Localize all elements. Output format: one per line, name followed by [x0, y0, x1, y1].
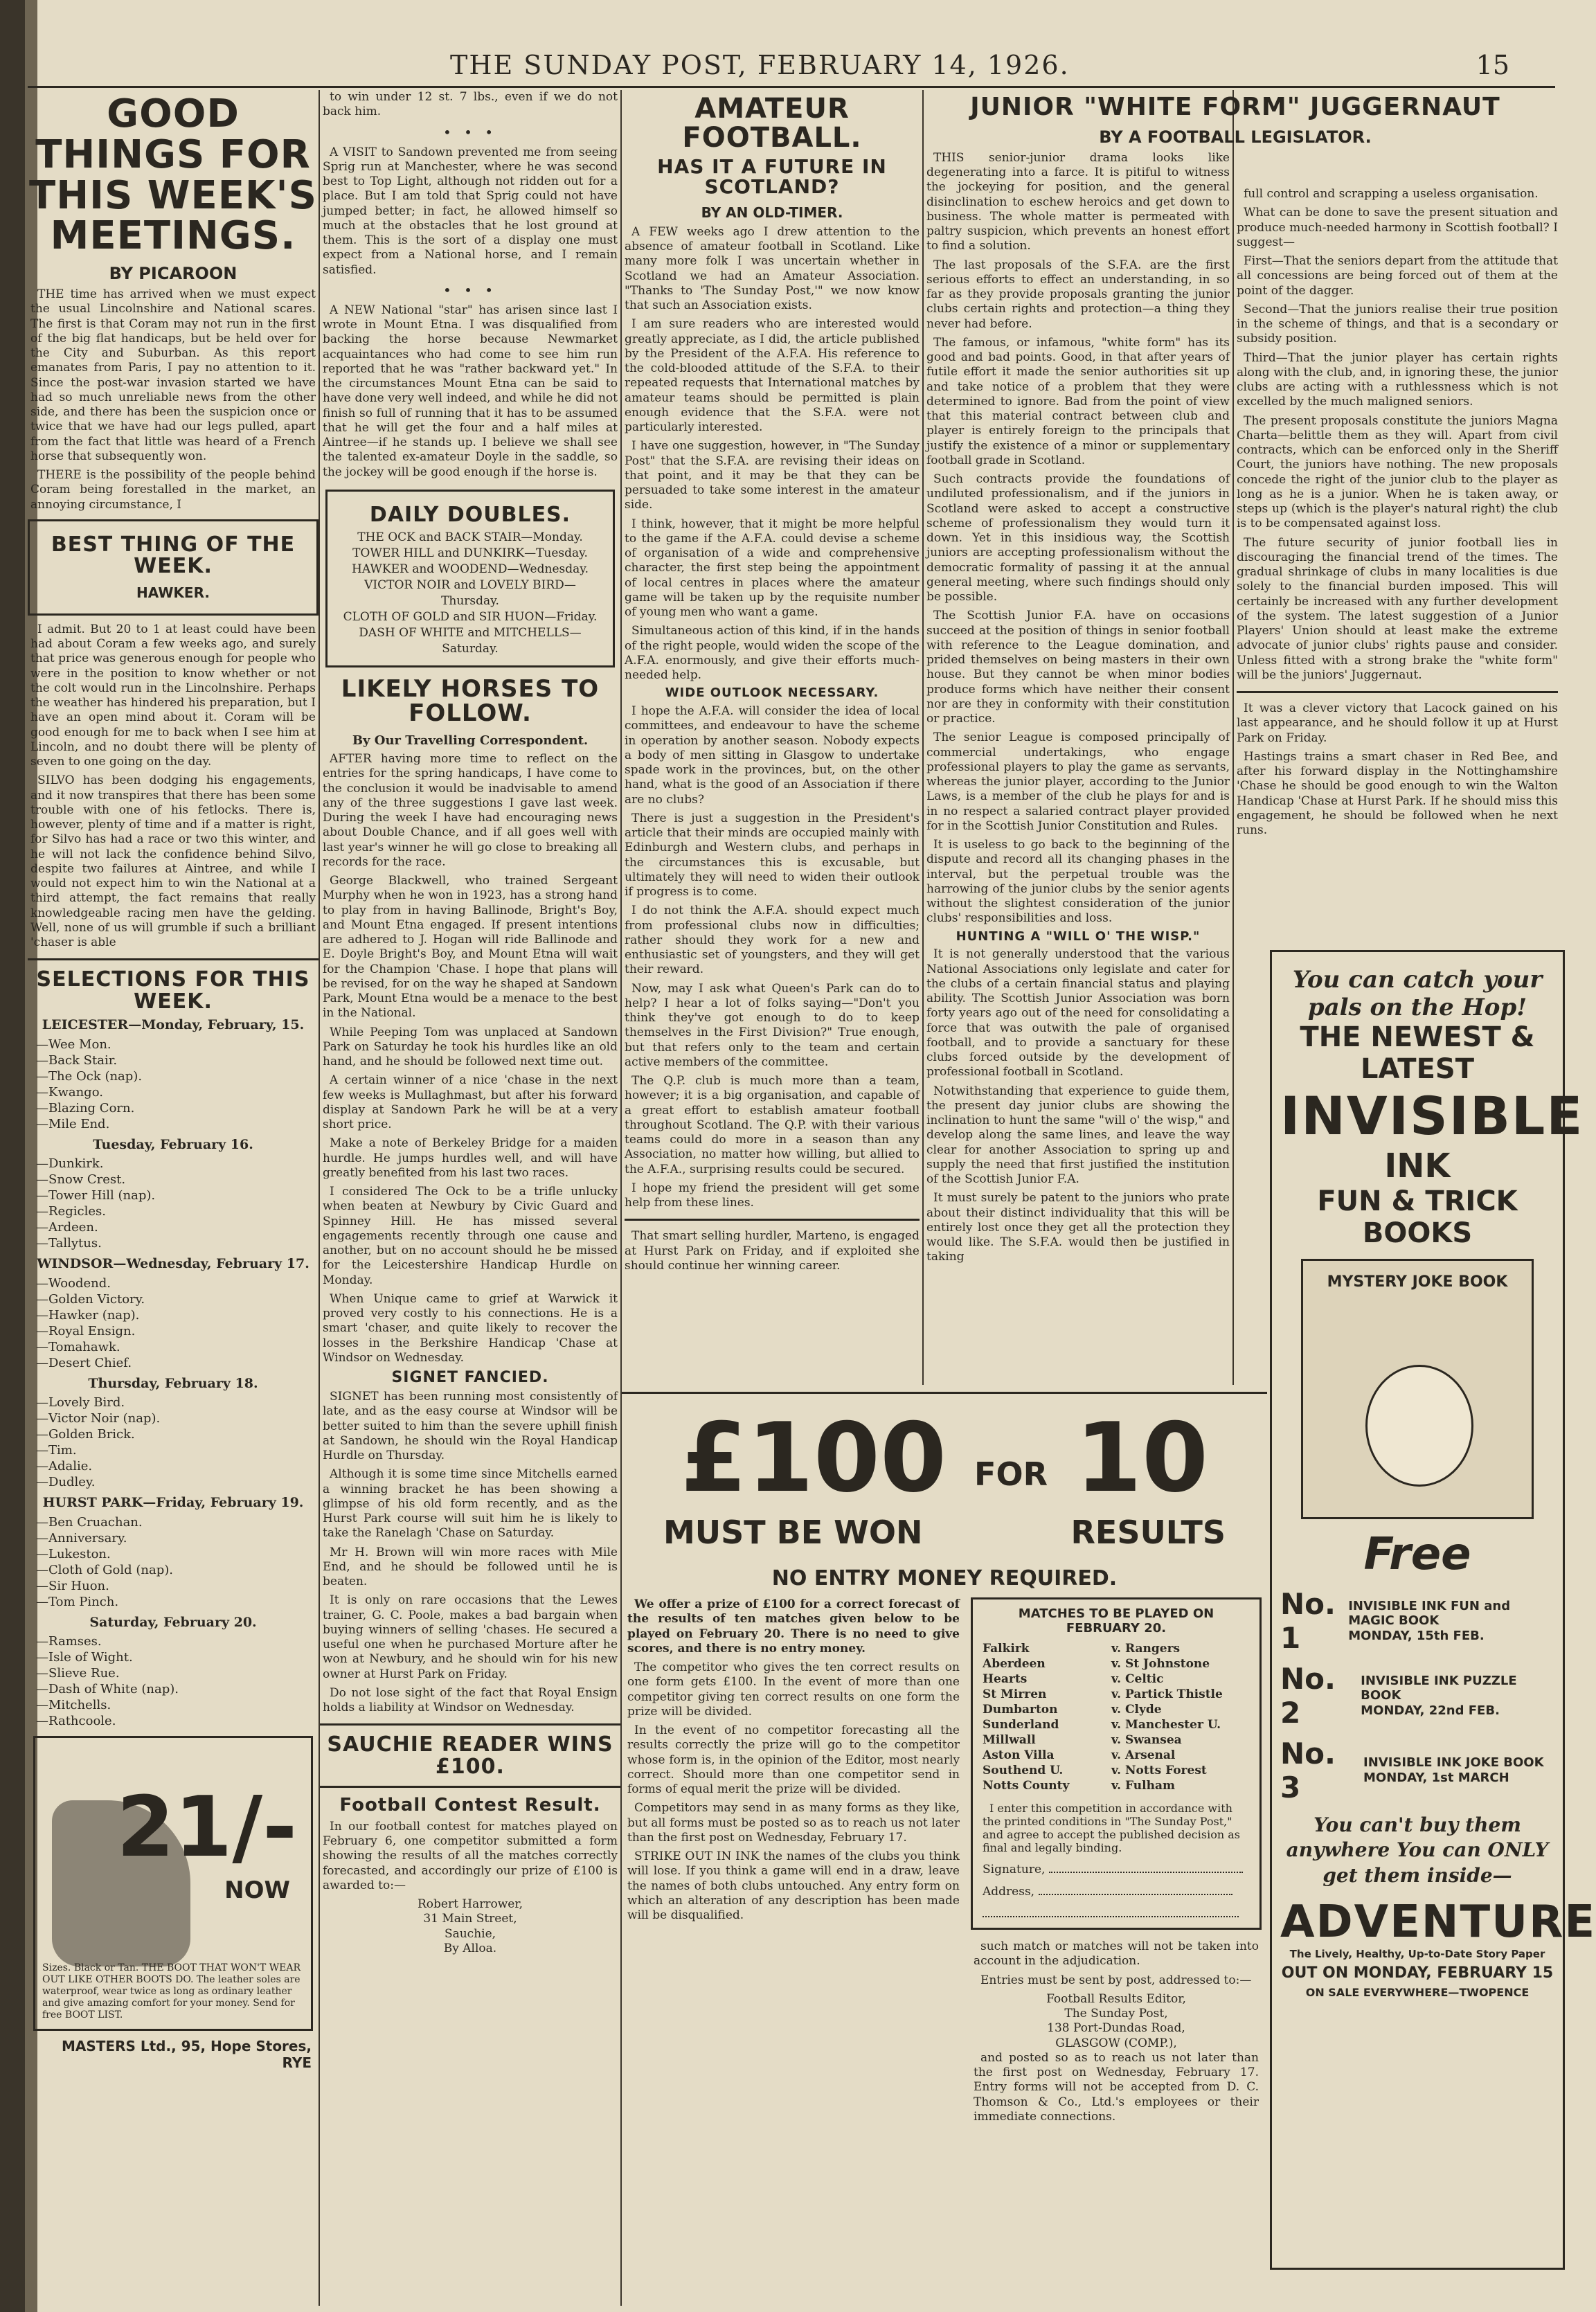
horse-selection: —Regicles. — [36, 1204, 106, 1219]
horse-selection: —Tower Hill (nap). — [36, 1188, 156, 1203]
daily-doubles-heading: DAILY DOUBLES. — [369, 502, 571, 527]
column-1 — [28, 90, 319, 2306]
ad-item-number: No. 1 — [1280, 1587, 1336, 1655]
paragraph: Third—That the junior player has certain rights along with the club, and, in ignoring these, the junior clubs are acting with a ruthlessness which is not excelled by the much maligned seniors. — [1237, 350, 1558, 409]
horse-selection: —Golden Brick. — [36, 1427, 135, 1442]
horse-selection: —Anniversary. — [36, 1530, 127, 1545]
section-rule — [625, 1219, 920, 1221]
paragraph: What can be done to save the present situation and produce much-needed harmony in Scottish football? I suggest— — [1237, 206, 1558, 249]
paragraph: Second—That the juniors realise their true position in the scheme of things, and that is a secondary or subsidy position. — [1237, 302, 1558, 346]
contest-rules: We offer a prize of £100 for a correct forecast of the results of ten matches given below to be played on February 20. There is no need to give scores, and there is no entry money. — [627, 1597, 960, 1656]
article-byline: BY PICAROON — [109, 264, 237, 284]
paragraph: I considered The Ock to be a trifle unlucky when beaten at Newbury by Civic Guard and Spinney Hill. He has missed several engagements recently through one cause and another, but on no account should he be missed for the Leicestershire Handicap Hurdle on Monday. — [323, 1185, 618, 1287]
entry-form — [971, 1597, 1262, 1930]
daily-double: VICTOR NOIR and LOVELY BIRD—Thursday. — [364, 578, 576, 608]
daily-double: TOWER HILL and DUNKIRK—Tuesday. — [352, 546, 588, 561]
ad-title: INVISIBLE — [1280, 1085, 1584, 1147]
paragraph: A certain winner of a nice 'chase in the next few weeks is Mullaghmast, but after his forward display at Sandown Park he will be at a very short price. — [323, 1073, 618, 1132]
horse-selection: —Lovely Bird. — [36, 1395, 125, 1410]
article-headline: AMATEUR FOOTBALL. — [682, 93, 862, 154]
article-headline: JUNIOR "WHITE FORM" JUGGERNAUT — [970, 93, 1500, 121]
winner-address: Sauchie, — [444, 1926, 496, 1941]
horse-selection: —Dunkirk. — [36, 1156, 104, 1172]
ad-release-date: OUT ON MONDAY, FEBRUARY 15 — [1281, 1964, 1554, 1982]
horse-selection: —Rathcoole. — [36, 1714, 116, 1729]
boot-advertisement — [33, 1736, 313, 2031]
paragraph: The famous, or infamous, "white form" has its good and bad points. Good, in that after years of futile effort it made the senior authorities sit up and take notice of a problem that they were determined to ignore. Bad from the point of view that this material contract between club and player is entirely foreign to the principals that justify the existence of a minor or supplementary football grade in Scotland. — [926, 335, 1230, 467]
horse-selection: —Snow Crest. — [36, 1172, 126, 1188]
paragraph: A NEW National "star" has arisen since last I wrote in Mount Etna. I was disqualified from backing the horse because Newmarket acquaintances who had come to see him run reported that he was "rather backward yet." In the circumstances Mount Etna can be said to have done very well indeed, and while he did not finish so full of running that it has to be assumed that he will get the four and a half miles at Aintree—if he stands up. I believe we shall see the talented ex-amateur Doyle in the saddle, so the jockey will be good enough if the horse is. — [323, 303, 618, 479]
ad-free-label: Free — [1363, 1529, 1471, 1580]
daily-doubles-box — [325, 490, 615, 667]
paragraph: full control and scrapping a useless organisation. — [1244, 187, 1539, 201]
horse-selection: —Cloth of Gold (nap). — [36, 1562, 173, 1577]
article-headline: SAUCHIE READER WINS £100. — [327, 1732, 613, 1779]
away-team: v. Celtic — [1111, 1672, 1164, 1686]
subheading: SIGNET FANCIED. — [391, 1369, 549, 1387]
match-row[interactable] — [983, 1641, 1250, 1656]
paragraph: The Scottish Junior F.A. have on occasions succeed at the position of things in senior football with reference to the League domination, and prided themselves on being masters in their own house. But they cannot be when minor bodies produce forms which have neither their consent nor are they in conformity with their constitution or practice. — [926, 609, 1230, 726]
results-count: 10 — [1075, 1402, 1209, 1514]
subheading: Football Contest Result. — [339, 1795, 601, 1816]
masthead-bar — [28, 42, 1555, 88]
separator-dots: • • • — [442, 123, 498, 141]
binding-edge — [0, 0, 25, 2312]
meeting-day: Thursday, February 18. — [88, 1375, 258, 1391]
home-team: Southend U. — [983, 1764, 1064, 1777]
horse-selection: —Dash of White (nap). — [36, 1682, 179, 1697]
horse-selection: —Ramses. — [36, 1634, 102, 1649]
meeting-name: HURST PARK—Friday, February 19. — [42, 1495, 304, 1511]
column-5 — [1234, 187, 1561, 935]
winner-address: 31 Main Street, — [423, 1912, 517, 1926]
paragraph: The senior League is composed principally of commercial undertakings, who engage professional players to play the game as servants, whereas the junior player, according to the Junior Laws, is a member of the club he plays for and is in no respect a salaried contract player provided for in the Scottish Junior Constitution and Rules. — [926, 731, 1230, 833]
matches-heading: MATCHES TO BE PLAYED ON FEBRUARY 20. — [1018, 1606, 1214, 1636]
section-rule — [320, 1723, 620, 1726]
book-cover-illustration — [1301, 1259, 1534, 1519]
daily-double: HAWKER and WOODEND—Wednesday. — [352, 562, 589, 577]
horse-selection: —Ben Cruachan. — [36, 1514, 143, 1530]
away-team: v. Arsenal — [1111, 1748, 1176, 1762]
paragraph: THERE is the possibility of the people behind Coram being forestalled in the market, an annoying circumstance, I — [30, 468, 316, 512]
contest-rules: STRIKE OUT IN INK the names of the clubs you think will lose. If you think a game will end in a draw, leave the names of both clubs untouched. Any entry form on which an alteration of any description has been made will be disqualified. — [627, 1849, 960, 1922]
paragraph: I am sure readers who are interested would greatly appreciate, as I did, the article published by the President of the A.F.A. His reference to the cold-blooded attitude of the S.F.A. to their repeated requests that International matches by amateur teams should be permitted is plain enough evidence that the S.F.A. were not particularly interested. — [625, 317, 920, 435]
meeting-day: Tuesday, February 16. — [93, 1136, 253, 1152]
horse-selection: —Tom Pinch. — [36, 1594, 119, 1609]
article-byline: By Our Travelling Correspondent. — [352, 733, 589, 749]
selections-heading: SELECTIONS FOR THIS WEEK. — [36, 967, 310, 1014]
match-row[interactable] — [983, 1656, 1250, 1672]
prize-for: FOR — [974, 1455, 1048, 1493]
section-rule — [622, 1392, 1267, 1394]
ad-item-text: INVISIBLE INK FUN and MAGIC BOOK — [1348, 1598, 1511, 1629]
horse-selection: —Royal Ensign. — [36, 1323, 136, 1338]
away-team: v. Swansea — [1111, 1733, 1182, 1747]
prize-amount: £100 — [680, 1402, 947, 1514]
away-team: v. Notts Forest — [1111, 1764, 1207, 1777]
contest-note: Entries must be sent by post, addressed to:— — [980, 1973, 1252, 1987]
horse-selection: —Sir Huon. — [36, 1578, 109, 1593]
home-team: Hearts — [983, 1672, 1028, 1686]
paragraph: THIS senior-junior drama looks like degenerating into a farce. It is pitiful to witness the jockeying for position, and the general disinclination to eschew heroics and get down to business. The whole matter is permeated with paltry suspicion, which prevents an honest effort to find a solution. — [926, 150, 1230, 253]
paragraph: George Blackwell, who trained Sergeant Murphy when he won in 1923, has a strong hand to play from in having Ballinode, Bright's Boy, and Mount Etna engaged. If present intentions are adhered to J. Hogan will ride Ballinode and E. Doyle Bright's Boy, and Mount Etna will wait for the Champion 'Chase. I hope that plans will be revised, for on the way he shaped at Sandown Park, Mount Etna would be a menace to the best in the National. — [323, 874, 618, 1021]
paragraph: I hope my friend the president will get some help from these lines. — [625, 1181, 920, 1210]
boxed-byline: HAWKER. — [136, 584, 210, 601]
prize-subtitle: MUST BE WON — [663, 1514, 923, 1551]
contest-rules: The competitor who gives the ten correct results on one form gets £100. In the event of more than one competitor giving ten correct results on one form the prize will be divided. — [627, 1660, 960, 1719]
match-row[interactable] — [983, 1778, 1250, 1793]
prize-subtitle: RESULTS — [1070, 1514, 1226, 1551]
home-team: Dumbarton — [983, 1703, 1058, 1717]
away-team: v. Clyde — [1111, 1703, 1162, 1717]
paragraph: Now, may I ask what Queen's Park can do to help? I hear a lot of folks saying—"Don't you think they've got enough to do to keep themselves in the First Division?" True enough, but that refers only to the team and certain active members of the committee. — [625, 981, 920, 1069]
signature-field[interactable] — [1049, 1872, 1243, 1873]
paragraph: The future security of junior football lies in discouraging the financial trend of the times. The gradual shrinkage of clubs in many localities is due solely to the financial burden imposed. This will certainly be increased with any further development of the system. The latest suggestion of a Junior Players' Union should at least make the extreme advocate of junior clubs' rights pause and consider. Unless fitted with a strong brake the "white form" will be the juniors' Juggernaut. — [1237, 535, 1558, 682]
page-number: 15 — [1476, 50, 1509, 80]
article-byline: BY A FOOTBALL LEGISLATOR. — [1099, 127, 1372, 147]
paragraph: The last proposals of the S.F.A. are the first serious efforts to effect an understanding, in so far as they provide proposals granting the junior clubs certain rights and protection—a thing they never had before. — [926, 258, 1230, 331]
ad-item — [1280, 1662, 1554, 1730]
paragraph: I think, however, that it might be more helpful to the game if the A.F.A. could devise a scheme of organisation of a wide and comprehensive character, the first step being the appointment of local centres in places where the amateur game will be taken up by the requisite number of young men who want a game. — [625, 517, 920, 620]
paragraph: It must surely be patent to the juniors who prate about their distinct individuality that this will be entirely lost once they get all the protection they would like. The S.F.A. would then be justified in taking — [926, 1191, 1230, 1264]
boot-ad-text: Sizes. Black or Tan. THE BOOT THAT WON'T WEAR OUT LIKE OTHER BOOTS DO. The leather soles are waterproof, wear twice as long as ordinary leather and give amazing comfort for your money. Send for free BOOT LIST. — [42, 1962, 301, 2020]
match-row[interactable] — [983, 1702, 1250, 1717]
cartoon-face-illustration — [1365, 1365, 1473, 1487]
paragraph: There is just a suggestion in the President's article that their minds are occupied mainly with Edinburgh and Western clubs, and perhaps in the circumstances this is excusable, but ultimately they will need to widen their outlook if progress is to come. — [625, 811, 920, 899]
paragraph: Do not lose sight of the fact that Royal Ensign holds a liability at Windsor on Wednesday. — [323, 1685, 618, 1715]
horse-selection: —Kwango. — [36, 1084, 103, 1100]
ad-item-number: No. 3 — [1280, 1737, 1336, 1804]
horse-selection: —Lukeston. — [36, 1546, 111, 1561]
separator-dots: • • • — [442, 281, 498, 298]
home-team: Aston Villa — [983, 1748, 1055, 1762]
horse-selection: —Ardeen. — [36, 1220, 98, 1235]
book-cover-title: MYSTERY JOKE BOOK — [1327, 1273, 1508, 1291]
paragraph: I have one suggestion, however, in "The Sunday Post" that the S.F.A. are revising their ideas on that point, and it may be that they can be persuaded to take some interest in the amateur side. — [625, 439, 920, 512]
ad-item — [1280, 1587, 1554, 1655]
no-entry-heading: NO ENTRY MONEY REQUIRED. — [771, 1566, 1118, 1590]
selections-list — [36, 1016, 310, 1729]
address-label: Address, — [983, 1885, 1035, 1899]
signature-label: Signature, — [983, 1863, 1046, 1876]
postal-address: Football Results Editor, — [1046, 1991, 1186, 2006]
horse-selection: —Desert Chief. — [36, 1355, 132, 1370]
paragraph: It is not generally understood that the various National Associations only legislate and cater for the clubs of a certain financial status and playing ability. The Scottish Junior Association was born forty years ago out of the need for consolidating a force that was outwith the pale of organised football, and to provide a sanctuary for these clubs forced outside by the development of professional football in Scotland. — [926, 947, 1230, 1079]
column-2 — [320, 90, 620, 2306]
ad-price: ON SALE EVERYWHERE—TWOPENCE — [1305, 1986, 1530, 2000]
daily-double: THE OCK and BACK STAIR—Monday. — [357, 530, 583, 545]
address-field[interactable] — [1039, 1894, 1232, 1895]
boxed-heading: BEST THING OF THE WEEK. — [51, 532, 296, 579]
ad-brand: ADVENTURE — [1280, 1897, 1596, 1948]
paragraph: It is only on rare occasions that the Lewes trainer, G. C. Poole, makes a bad bargain when buying winners of selling 'chases. He secured a useful one when he purchased Morture after he won at Newbury, and he should win for his new owner at Hurst Park on Friday. — [323, 1593, 618, 1681]
article-headline: LIKELY HORSES TO FOLLOW. — [341, 674, 600, 728]
contest-note: such match or matches will not be taken into account in the adjudication. — [974, 1939, 1259, 1969]
contest-rules: In the event of no competitor forecasting all the results correctly the prize will go to the competitor whose form is, in the opinion of the Editor, most nearly correct. Should more than one competitor send in forms of equal merit the prize will be divided. — [627, 1723, 960, 1796]
section-rule — [320, 1786, 620, 1788]
entry-agreement: I enter this competition in accordance with the printed conditions in "The Sunday Post," and agree to accept the published decision as final and legally binding. — [983, 1802, 1240, 1854]
paragraph: I hope the A.F.A. will consider the idea of local committees, and endeavour to have the scheme in operation by another season. Nobody expects a body of men sitting in Glasgow to undertake spade work in the provinces, but, on the other hand, what is the good of an Association if there are no clubs? — [625, 704, 920, 807]
paragraph: Although it is some time since Mitchells earned a winning bracket he has been showing a glimpse of his old form recently, and as the Hurst Park course will suit him he is likely to take the Ranelagh 'Chase on Saturday. — [323, 1467, 618, 1541]
home-team: Millwall — [983, 1733, 1036, 1747]
horse-selection: —Wee Mon. — [36, 1037, 111, 1052]
masthead-title: THE SUNDAY POST, FEBRUARY 14, 1926. — [450, 50, 1070, 80]
horse-selection: —Adalie. — [36, 1459, 93, 1474]
paragraph: Make a note of Berkeley Bridge for a maiden hurdle. He jumps hurdles well, and will have greatly benefited from his last two races. — [323, 1136, 618, 1180]
ad-item-text: INVISIBLE INK JOKE BOOK — [1363, 1755, 1544, 1771]
invisible-ink-advertisement — [1270, 950, 1596, 2270]
match-row[interactable] — [983, 1763, 1250, 1778]
away-team: v. Partick Thistle — [1111, 1687, 1223, 1701]
home-team: St Mirren — [983, 1687, 1047, 1701]
boot-now-label: NOW — [224, 1876, 290, 1905]
column-3 — [622, 90, 922, 1385]
ad-item-date: MONDAY, 15th FEB. — [1348, 1628, 1485, 1643]
horse-selection: —Hawker (nap). — [36, 1307, 140, 1323]
horse-selection: —Blazing Corn. — [36, 1100, 135, 1115]
article-byline: BY AN OLD-TIMER. — [701, 204, 843, 221]
article-subheadline: HAS IT A FUTURE IN SCOTLAND? — [657, 155, 887, 199]
away-team: v. St Johnstone — [1111, 1657, 1210, 1671]
ad-slogan: You can catch your pals on the Hop! — [1292, 966, 1543, 1021]
horse-selection: —Isle of Wight. — [36, 1650, 133, 1665]
match-row[interactable] — [983, 1687, 1250, 1702]
postal-address: 138 Port-Dundas Road, — [1047, 2021, 1185, 2036]
meeting-name: LEICESTER—Monday, February, 15. — [42, 1017, 305, 1033]
paragraph: THE time has arrived when we must expect the usual Lincolnshire and National scares. The first is that Coram may not run in the first of the big flat handicaps, but be held over for the City and Suburban. As this report emanates from Paris, I pay no attention to it. Since the post-war invasion started we have had so much unreliable news from the other side, and there has been the suspicion once or twice that we have had our legs pulled, apart from the fact that little was heard of a French horse that subsequently won. — [30, 287, 316, 463]
match-row[interactable] — [983, 1672, 1250, 1687]
daily-double: CLOTH OF GOLD and SIR HUON—Friday. — [343, 609, 598, 624]
away-team: v. Fulham — [1111, 1779, 1175, 1793]
paragraph: First—That the seniors depart from the attitude that all concessions are being forced out of them at the point of the dagger. — [1237, 254, 1558, 298]
ad-item — [1280, 1737, 1554, 1804]
horse-selection: —Victor Noir (nap). — [36, 1411, 161, 1426]
home-team: Falkirk — [983, 1642, 1030, 1656]
paragraph: Hastings trains a smart chaser in Red Bee, and after his forward display in the Nottinghamshire 'Chase he should be good enough to win the Walton Handicap 'Chase at Hurst Park. If he should miss this engagement, he should be followed when he next runs. — [1237, 749, 1558, 837]
horse-selection: —Golden Victory. — [36, 1291, 145, 1307]
paragraph: AFTER having more time to reflect on the entries for the spring handicaps, I have come to the conclusion it would be inadvisable to amend any of the three suggestions I gave last week. During the week I have had encouraging news about Double Chance, and if all goes well with last year's winner he will go close to breaking all records for the race. — [323, 752, 618, 869]
ad-title: FUN & TRICK BOOKS — [1317, 1185, 1518, 1249]
paragraph: SIGNET has been running most consistently of late, and as the easy course at Windsor will be better suited to him than the severe uphill finish at Sandown, he should win the Royal Handicap Hurdle on Thursday. — [323, 1390, 618, 1463]
winner-address: By Alloa. — [443, 1941, 497, 1955]
paragraph: I admit. But 20 to 1 at least could have been had about Coram a few weeks ago, and surely that price was generous enough for people who were in the position to know whether or not the colt would run in the Lincolnshire. Perhaps the weather has hindered his preparation, but I have an open mind about it. Coram will be good enough for me to back when I see him at Lincoln, and no doubt there will be plenty of seven to one going on the day. — [30, 622, 316, 769]
horse-selection: —Woodend. — [36, 1275, 111, 1291]
boot-price: 21/- — [116, 1780, 297, 1876]
home-team: Aberdeen — [983, 1657, 1046, 1671]
winner-name: Robert Harrower, — [417, 1897, 523, 1912]
horse-selection: —Back Stair. — [36, 1052, 118, 1068]
ad-item-text: INVISIBLE INK PUZZLE BOOK — [1361, 1673, 1517, 1703]
section-rule — [1237, 691, 1558, 693]
paragraph: A FEW weeks ago I drew attention to the absence of amateur football in Scotland. Like many more folk I was uncertain whether in Scotland we had an Amateur Association. "Thanks to 'The Sunday Post,'" we now know that such an Association exists. — [625, 224, 920, 313]
paragraph: The present proposals constitute the juniors Magna Charta—belittle them as they will. Apart from civil contracts, which can be enforced only in the Sheriff Court, the juniors have nothing. The new proposals concede the right of the junior club to the player as long as he is a junior. When he is taken away, or steps up (which is the player's natural right) the club is to be compensated against loss. — [1237, 413, 1558, 531]
home-team: Notts County — [983, 1779, 1070, 1793]
match-row[interactable] — [983, 1717, 1250, 1732]
ad-title: INK — [1384, 1147, 1451, 1185]
article-headline: GOOD THINGS FOR THIS WEEK'S MEETINGS. — [29, 91, 317, 259]
horse-selection: —Tallytus. — [36, 1236, 102, 1251]
match-row[interactable] — [983, 1732, 1250, 1748]
address-field[interactable] — [983, 1916, 1239, 1917]
section-rule — [28, 958, 319, 960]
home-team: Sunderland — [983, 1718, 1059, 1732]
subheading: WIDE OUTLOOK NECESSARY. — [665, 685, 879, 701]
boot-ad-brand: MASTERS Ltd., 95, Hope Stores, RYE — [62, 2038, 312, 2072]
postal-address: GLASGOW (COMP.), — [1055, 2036, 1177, 2050]
horse-selection: —Mile End. — [36, 1116, 110, 1131]
paragraph: I do not think the A.F.A. should expect much from professional clubs now in difficulties; rather should they work for a new and enthusiastic set of youngsters, and they will get their reward. — [625, 904, 920, 977]
horse-selection: —Dudley. — [36, 1475, 96, 1490]
match-row[interactable] — [983, 1748, 1250, 1763]
meeting-name: WINDSOR—Wednesday, February 17. — [37, 1256, 310, 1272]
contest-note: and posted so as to reach us not later than the first post on Wednesday, February 17. Entry forms will not be accepted from D. C. Thomson & Co., Ltd.'s employees or their immediate connections. — [974, 2050, 1259, 2124]
ad-title: THE NEWEST & LATEST — [1300, 1021, 1535, 1085]
paragraph: to win under 12 st. 7 lbs., even if we do not back him. — [323, 90, 618, 119]
horse-selection: —Mitchells. — [36, 1698, 111, 1713]
horse-selection: —Slieve Rue. — [36, 1666, 120, 1681]
contest-rules: Competitors may send in as many forms as they like, but all forms must be posted so as to reach us not later than the first post on Wednesday, February 17. — [627, 1801, 960, 1845]
paragraph: In our football contest for matches played on February 6, one competitor submitted a form showing the results of all the matches correctly forecasted, and accordingly our prize of £100 is awarded to:— — [323, 1819, 618, 1892]
paragraph: Mr H. Brown will win more races with Mile End, and he should be followed until he is beaten. — [323, 1545, 618, 1589]
paragraph: Simultaneous action of this kind, if in the hands of the right people, would widen the scope of the A.F.A. enormously, and give their efforts much-needed help. — [625, 624, 920, 683]
football-contest — [622, 1392, 1267, 2306]
horse-selection: —Tomahawk. — [36, 1339, 120, 1354]
paragraph: While Peeping Tom was unplaced at Sandown Park on Saturday he took his hurdles like an old hand, and he should be followed next time out. — [323, 1025, 618, 1069]
paragraph: A VISIT to Sandown prevented me from seeing Sprig run at Manchester, where he was second best to Top Light, although not ridden out for a place. But I am told that Sprig could not have jumped better; in fact, he allowed himself so much at the obstacles that he lost ground at them. This is the sort of a display one must expect from a National horse, and I remain satisfied. — [323, 145, 618, 277]
paragraph: Such contracts provide the foundations of undiluted professionalism, and if the juniors in Scotland were asked to accept a constructive scheme of professionalism they would turn it down. Yet in this insidious way, the Scottish juniors are accepting professionalism without the democratic formality of passing it at the annual general meeting, where such findings should only be possible. — [926, 472, 1230, 604]
paragraph: That smart selling hurdler, Marteno, is engaged at Hurst Park on Friday, and if exploited she should continue her winning career. — [625, 1229, 920, 1273]
horse-selection: —The Ock (nap). — [36, 1068, 143, 1084]
horse-selection: —Tim. — [36, 1443, 77, 1458]
postal-address: The Sunday Post, — [1064, 2007, 1168, 2020]
paragraph: It was a clever victory that Lacock gained on his last appearance, and he should follow it up at Hurst Park on Friday. — [1237, 701, 1558, 745]
subheading: HUNTING A "WILL O' THE WISP." — [956, 929, 1201, 944]
away-team: v. Rangers — [1111, 1642, 1181, 1656]
paragraph: When Unique came to grief at Warwick it proved very costly to his connections. He is a smart 'chaser, and quite likely to recover the losses in the Berkshire Handicap 'Chase at Windsor on Wednesday. — [323, 1291, 618, 1365]
meeting-day: Saturday, February 20. — [89, 1614, 257, 1630]
ad-item-date: MONDAY, 1st MARCH — [1363, 1771, 1509, 1785]
paragraph: Notwithstanding that experience to guide them, the present day junior clubs are showing the inclination to hunt the same "will o' the wisp," and develop along the same lines, and leave the way clear for another Association to spring up and supply the need that first justified the institution of the Scottish Junior F.A. — [926, 1084, 1230, 1187]
paragraph: It is useless to go back to the beginning of the dispute and record all its changing phases in the interval, but the perpetual trouble was the harrowing of the junior clubs by the senior agents without the slightest consideration of the junior clubs' responsibilities and loss. — [926, 838, 1230, 926]
ad-strapline: The Lively, Healthy, Up-to-Date Story Paper — [1289, 1948, 1545, 1961]
paragraph: The Q.P. club is much more than a team, however; it is a big organisation, and capable of a great effort to establish amateur football throughout Scotland. The Q.P. with their various teams could do more in a season than any Association, no matter how willing, but allied to the A.F.A., surprising results could be secured. — [625, 1074, 920, 1176]
ad-tagline: You can't buy them anywhere You can ONLY get them inside— — [1286, 1813, 1549, 1887]
paragraph: SILVO has been dodging his engagements, and it now transpires that there has been some trouble with one of his fetlocks. There is, however, plenty of time and if a matter is right, for Silvo has had a race or two this winter, and he will not lack the confidence behind Silvo, despite two failures at Aintree, and while I would not expect him to win the National at a third attempt, the fact remains that really knowledgeable racing men have the gelding. Well, none of us will grumble if such a brilliant 'chaser is able — [30, 773, 316, 950]
daily-double: DASH OF WHITE and MITCHELLS—Saturday. — [359, 625, 582, 656]
ad-item-number: No. 2 — [1280, 1662, 1336, 1730]
away-team: v. Manchester U. — [1111, 1718, 1221, 1732]
ad-item-date: MONDAY, 22nd FEB. — [1361, 1703, 1500, 1718]
